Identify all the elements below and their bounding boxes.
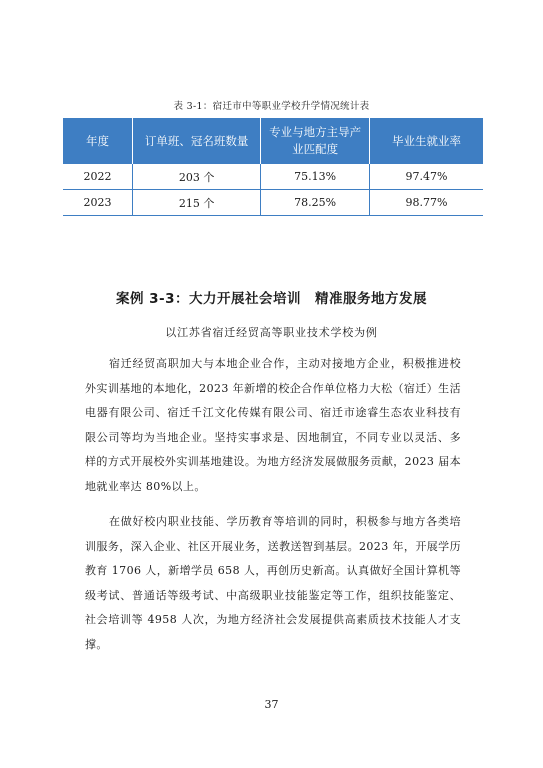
table-header-row [63,118,483,164]
header-year: 年度 [63,118,132,164]
table-caption: 表 3-1：宿迁市中等职业学校升学情况统计表 [173,101,370,112]
header-employment-rate: 毕业生就业率 [369,118,483,164]
body-paragraph-1: 宿迁经贸高职加大与本地企业合作，主动对接地方企业，积极推进校外实训基地的本地化，2023 年新增的校企合作单位格力大松（宿迁）生活电器有限公司、宿迁千江文化传媒有限公司、宿迁市途睿生态农业科技有限公司等均为当地企业。坚持实事求是、因地制宜，不同专业以灵活、多样的方式开展校外实训基地建设。为地方经济发展做服务贡献，2023 届本地就业率达 80%以上。 [85,357,461,493]
case-subtitle: 以江苏省宿迁经贸高等职业技术学校为例 [165,326,378,339]
cell-industry-match: 75.13% [261,164,370,190]
table-row [63,164,483,190]
cell-order-class-count: 215 个 [132,190,260,216]
table-row [63,190,483,216]
cell-year: 2022 [63,164,132,190]
cell-employment-rate: 98.77% [369,190,483,216]
statistics-table [63,118,483,216]
cell-industry-match: 78.25% [261,190,370,216]
body-paragraph-2: 在做好校内职业技能、学历教育等培训的同时，积极参与地方各类培训服务，深入企业、社区开展业务，送教送智到基层。2023 年，开展学历教育 1706 人，新增学员 658 人，再创历史新高。认真做好全国计算机等级考试、普通话等级考试、中高级职业技能鉴定等工作，组织技能鉴定、社会培训等 4958 人次，为地方经济社会发展提供高素质技术技能人才支撑。 [85,515,461,651]
header-order-class-count: 订单班、冠名班数量 [132,118,260,164]
header-industry-match: 专业与地方主导产业匹配度 [261,118,370,164]
case-title: 案例 3-3：大力开展社会培训 精准服务地方发展 [115,291,428,307]
cell-year: 2023 [63,190,132,216]
page-number: 37 [264,698,279,711]
cell-employment-rate: 97.47% [369,164,483,190]
cell-order-class-count: 203 个 [132,164,260,190]
